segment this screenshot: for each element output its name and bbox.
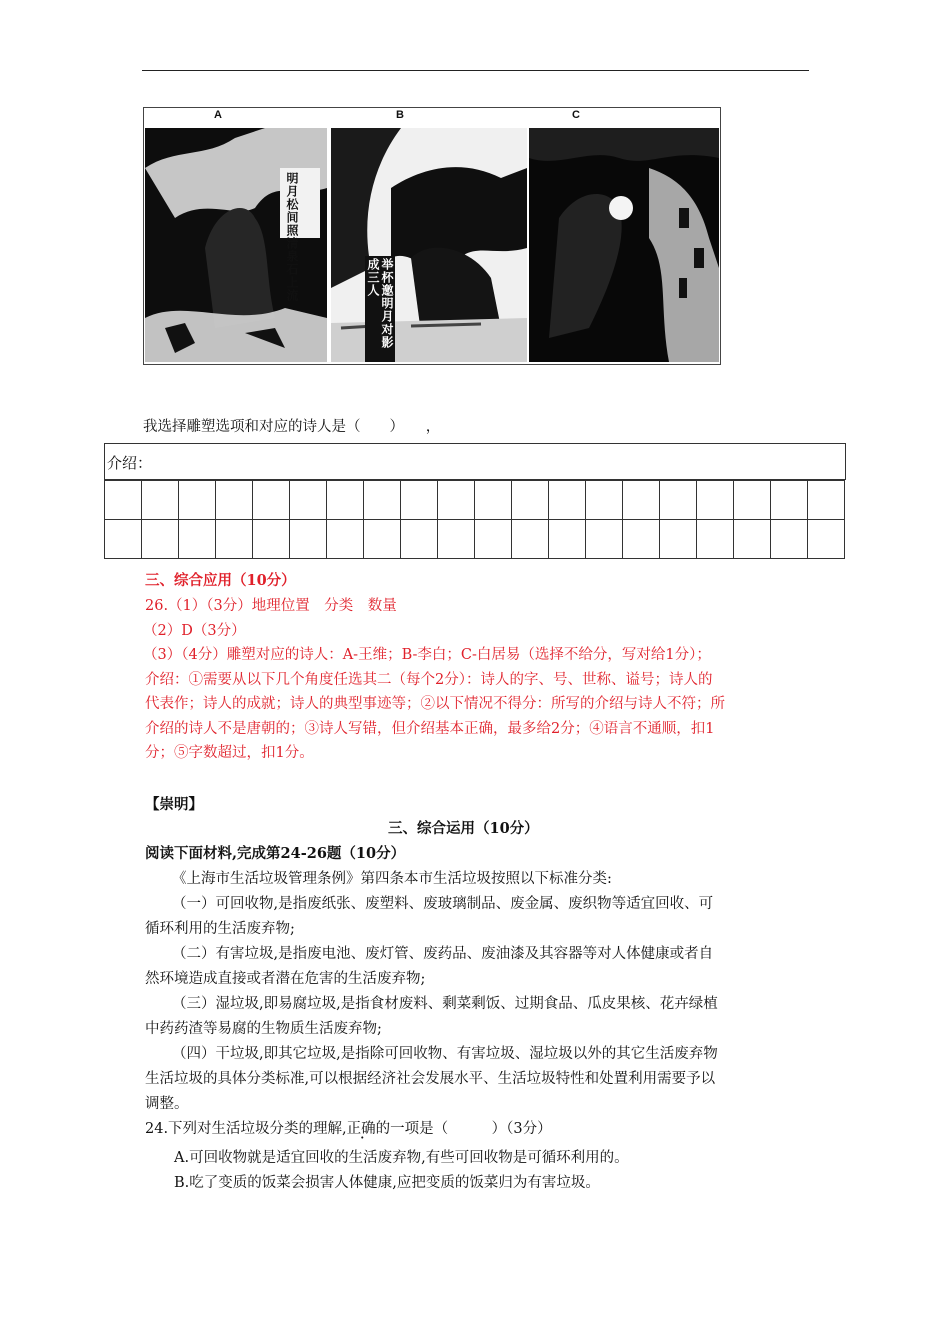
question-24-suffix: 的一项是（ ）（3分） xyxy=(375,1121,552,1137)
region-tag: 【崇明】 xyxy=(145,796,203,813)
question-line: 我选择雕塑选项和对应的诗人是（ ） ， xyxy=(143,419,441,435)
answer-line-6: 介绍的诗人不是唐朝的；③诗人写错，但介绍基本正确，最多给2分；④语言不通顺，扣1 xyxy=(145,721,715,737)
question-24 xyxy=(145,1119,552,1139)
answer-line-5: 代表作；诗人的成就；诗人的典型事迹等；②以下情况不得分：所写的介绍与诗人不符；所 xyxy=(145,696,725,712)
answer-line-4: 介绍：①需要从以下几个角度任选其二（每个2分）：诗人的字、号、世称、谥号；诗人的 xyxy=(145,672,713,688)
panel-label-a: A xyxy=(214,109,222,121)
answer-heading: 三、综合应用（10分） xyxy=(145,572,296,589)
sculpture-photo-c xyxy=(529,128,719,362)
sculpture-figure xyxy=(143,107,721,365)
sculpture-b-image xyxy=(331,128,527,362)
caption-b: 举杯邀明月对影成三人 xyxy=(365,256,395,362)
option-b[interactable]: B.吃了变质的饭菜会损害人体健康,应把变质的饭菜归为有害垃圾。 xyxy=(174,1175,600,1191)
answer-line-3: （3）（4分）雕塑对应的诗人：A-王维；B-李白；C-白居易（选择不给分，写对给1分）； xyxy=(143,647,711,663)
material-p2a: （一）可回收物,是指废纸张、废塑料、废玻璃制品、废金属、废织物等适宜回收、可 xyxy=(172,896,714,912)
material-p5b: 生活垃圾的具体分类标准,可以根据经济社会发展水平、生活垃圾特性和处置利用需要予以 xyxy=(145,1071,716,1087)
material-p4b: 中药药渣等易腐的生物质生活废弃物; xyxy=(145,1021,382,1037)
panel-label-c: C xyxy=(572,109,580,121)
answer-grid[interactable] xyxy=(104,480,845,559)
sculpture-a-image xyxy=(145,128,327,362)
grid-row xyxy=(105,520,845,559)
caption-a: 明月松间照清泉石上流 xyxy=(285,172,299,302)
question-24-prefix: 24.下列对生活垃圾分类的理解, xyxy=(145,1121,347,1137)
sculpture-photo-b xyxy=(331,128,527,362)
material-p3b: 然环境造成直接或者潜在危害的生活废弃物; xyxy=(145,971,426,987)
material-p5a: （四）干垃圾,即其它垃圾,是指除可回收物、有害垃圾、湿垃圾以外的其它生活废弃物 xyxy=(172,1046,718,1062)
material-p1: 《上海市生活垃圾管理条例》第四条本市生活垃圾按照以下标准分类: xyxy=(172,871,612,887)
material-p2b: 循环利用的生活废弃物; xyxy=(145,921,295,937)
answer-line-7: 分；⑤字数超过，扣1分。 xyxy=(145,745,314,761)
answer-line-2: （2）D（3分） xyxy=(143,623,246,639)
material-p4a: （三）湿垃圾,即易腐垃圾,是指食材废料、剩菜剩饭、过期食品、瓜皮果核、花卉绿植 xyxy=(172,996,718,1012)
answer-line-1: 26.（1）（3分）地理位置 分类 数量 xyxy=(145,598,397,614)
instruction: 阅读下面材料,完成第24-26题（10分） xyxy=(145,845,406,862)
option-a[interactable]: A.可回收物就是适宜回收的生活废弃物,有些可回收物是可循环利用的。 xyxy=(174,1150,629,1166)
header-rule xyxy=(142,70,809,71)
question-24-emphasis: 正确 xyxy=(346,1121,376,1137)
sculpture-c-image xyxy=(529,128,719,362)
panel-label-b: B xyxy=(396,109,404,121)
section-heading: 三、综合运用（10分） xyxy=(388,820,539,837)
intro-box[interactable] xyxy=(104,443,846,480)
material-p3a: （二）有害垃圾,是指废电池、废灯管、废药品、废油漆及其容器等对人体健康或者自 xyxy=(172,946,714,962)
sculpture-photo-a xyxy=(145,128,327,362)
grid-row xyxy=(105,481,845,520)
material-p5c: 调整。 xyxy=(145,1096,189,1112)
intro-label: 介绍： xyxy=(107,454,153,472)
